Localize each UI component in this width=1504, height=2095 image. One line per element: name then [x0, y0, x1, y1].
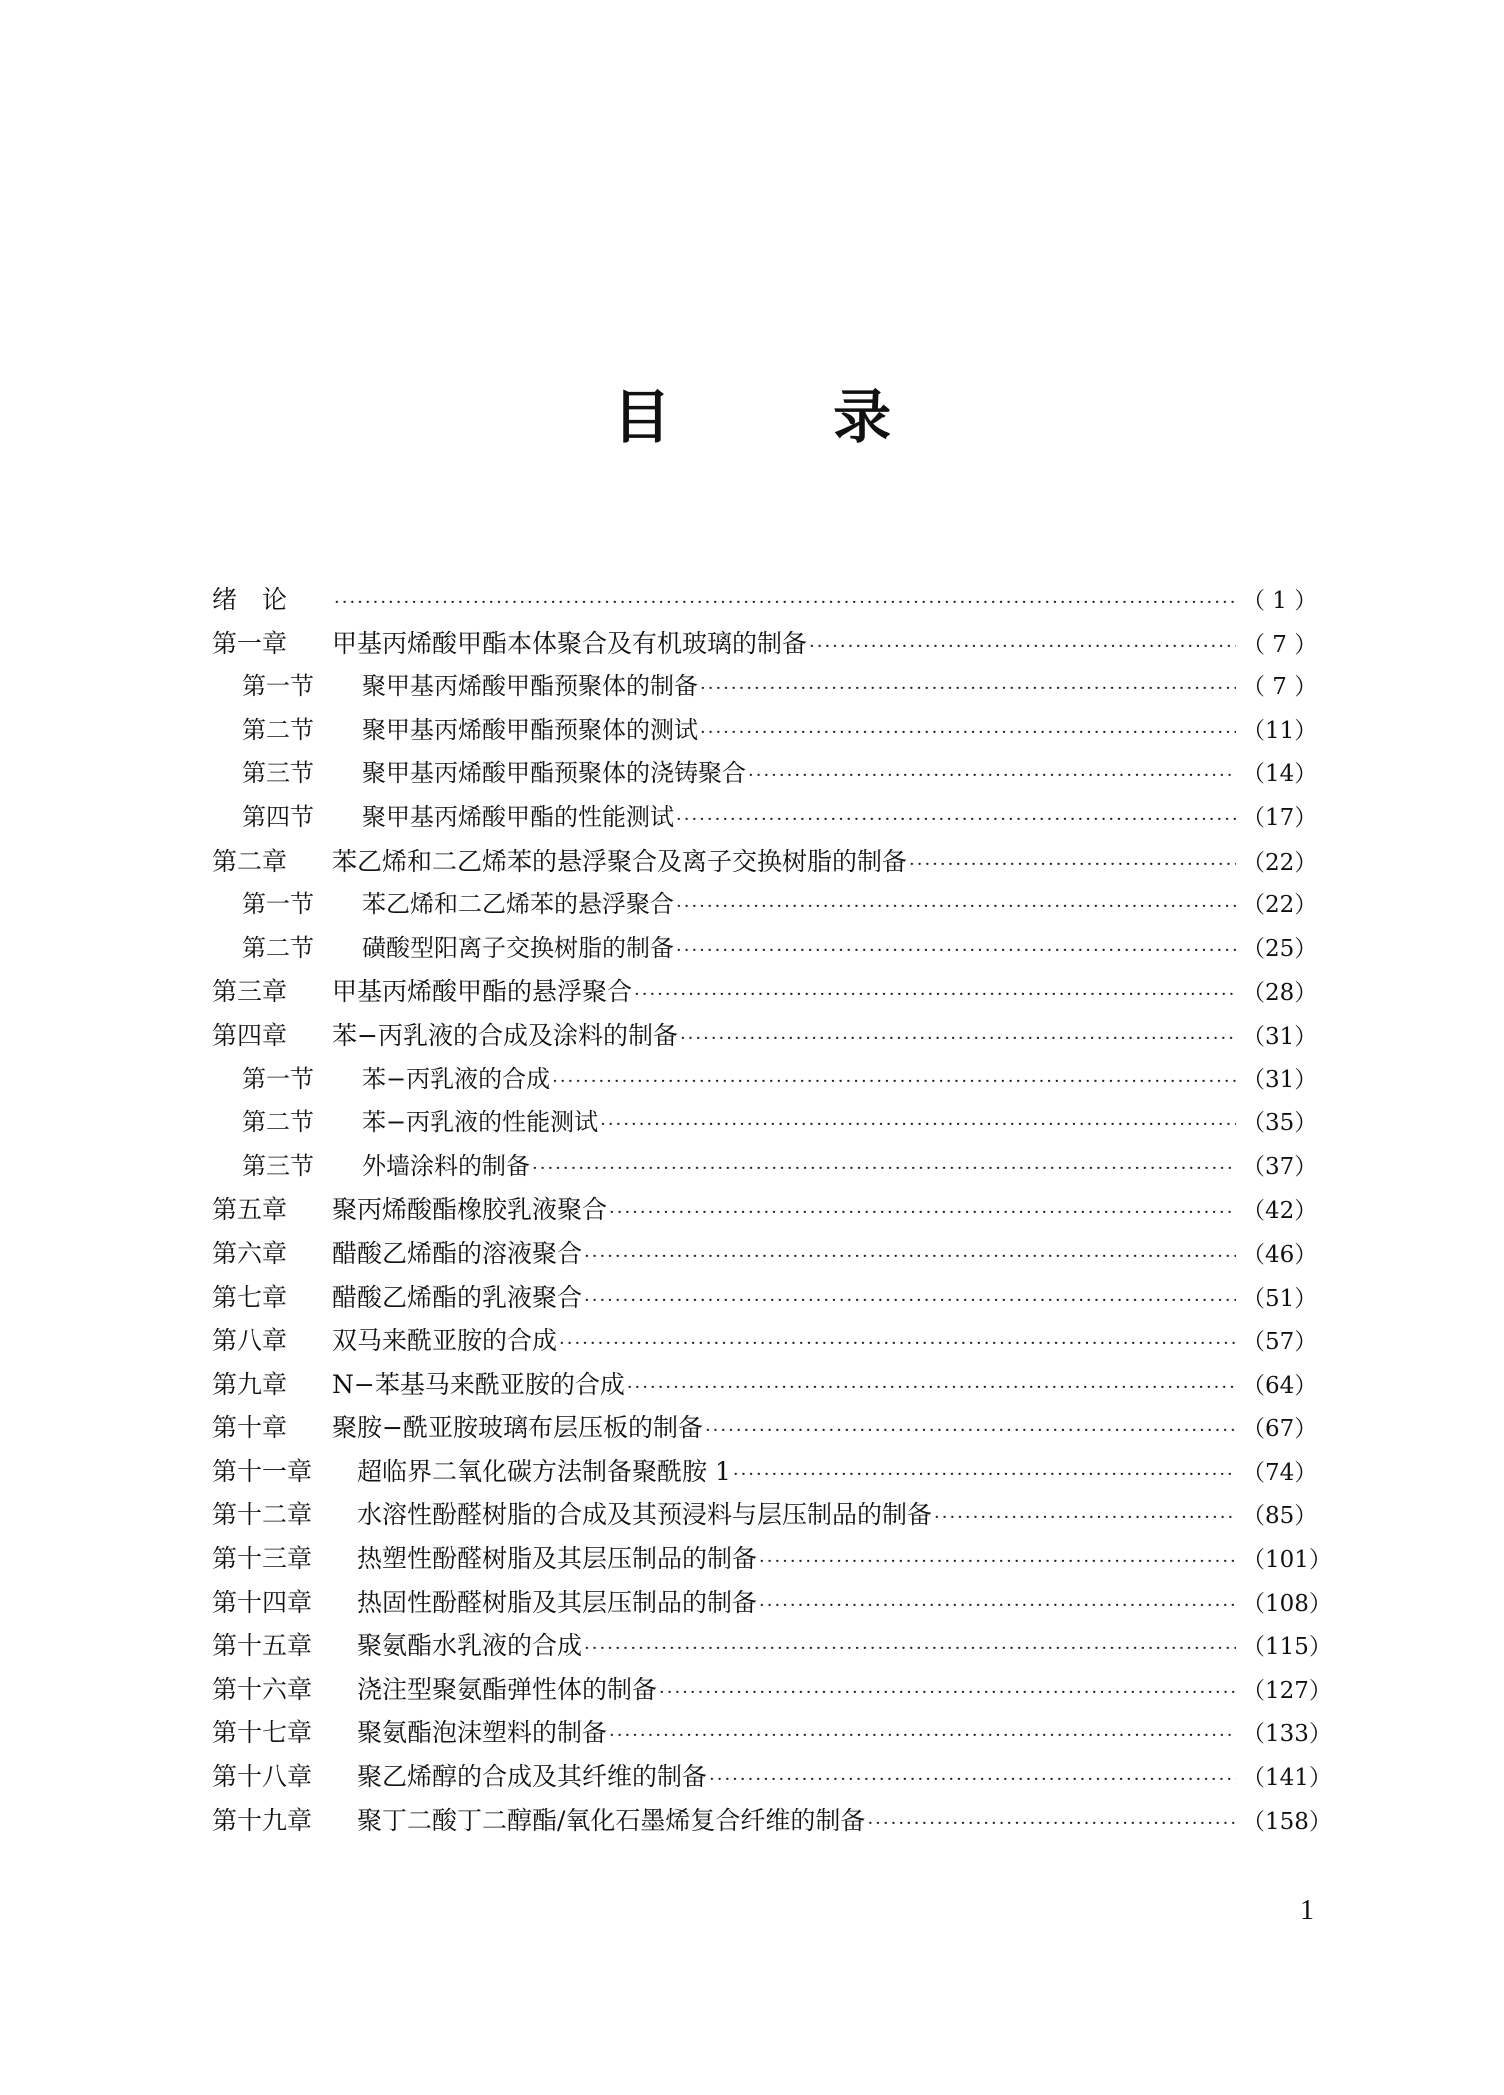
toc-chapter-row[interactable]: [212, 622, 1316, 666]
toc-chapter-row[interactable]: [212, 1319, 1316, 1363]
toc-entry-title: 水溶性酚醛树脂的合成及其预浸料与层压制品的制备: [357, 1500, 933, 1530]
toc-entry-page: （127）: [1242, 1677, 1332, 1704]
toc-entry-label: 第三节: [242, 759, 314, 788]
toc-entry-label: 第十七章: [212, 1718, 313, 1748]
toc-entry-title: 聚胺−酰亚胺玻璃布层压板的制备: [332, 1413, 703, 1443]
toc-entry-label: 第一节: [242, 890, 314, 919]
toc-entry-label: 第四章: [212, 1020, 288, 1050]
toc-chapter-row[interactable]: [212, 1624, 1332, 1668]
toc-leader-dots: [934, 1496, 1236, 1540]
toc-leader-dots: [659, 1671, 1236, 1715]
toc-chapter-row[interactable]: [212, 1537, 1332, 1581]
toc-entry-page: （28）: [1242, 980, 1318, 1007]
toc-entry-title: 聚丁二酸丁二醇酯/氧化石墨烯复合纤维的制备: [357, 1805, 866, 1835]
toc-entry-page: （ 7 ）: [1242, 631, 1318, 658]
toc-entry-label: 第十章: [212, 1413, 288, 1443]
toc-entry-title: 聚丙烯酸酯橡胶乳液聚合: [332, 1195, 608, 1225]
toc-entry-label: 第一节: [242, 672, 314, 701]
toc-entry-title: 聚乙烯醇的合成及其纤维的制备: [357, 1762, 708, 1792]
toc-leader-dots: [600, 1103, 1236, 1147]
toc-chapter-row[interactable]: [212, 1711, 1332, 1755]
toc-chapter-row[interactable]: [212, 1668, 1332, 1712]
toc-entry-page: （108）: [1242, 1590, 1332, 1617]
toc-entry-page: （35）: [1242, 1110, 1318, 1137]
toc-entry-page: （14）: [1242, 761, 1318, 788]
toc-entry-label: 第二节: [242, 933, 314, 962]
toc-leader-dots: [700, 667, 1236, 711]
toc-entry-label: 第十五章: [212, 1631, 313, 1661]
toc-entry-page: （64）: [1242, 1372, 1318, 1399]
toc-entry-page: （17）: [1242, 804, 1318, 831]
toc-leader-dots: [676, 929, 1236, 973]
page-number: 1: [1300, 1895, 1314, 1926]
toc-entry-label: 第十二章: [212, 1500, 313, 1530]
toc-entry-title: 聚甲基丙烯酸甲酯预聚体的制备: [362, 672, 698, 701]
toc-leader-dots: [809, 625, 1236, 669]
toc-entry-page: （25）: [1242, 935, 1318, 962]
toc-section-row[interactable]: [212, 752, 1316, 796]
toc-leader-dots: [532, 1147, 1236, 1191]
toc-leader-dots: [609, 1714, 1236, 1758]
toc-entry-label: 第一节: [242, 1064, 314, 1093]
toc-chapter-row[interactable]: [212, 1406, 1316, 1450]
toc-chapter-row[interactable]: [212, 840, 1316, 884]
toc-section-row[interactable]: [212, 883, 1316, 927]
toc-entry-label: 第二节: [242, 1108, 314, 1137]
toc-chapter-row[interactable]: [212, 1232, 1316, 1276]
toc-entry-label: 第七章: [212, 1282, 288, 1312]
toc-entry-page: （57）: [1242, 1329, 1318, 1356]
toc-leader-dots: [559, 1322, 1236, 1366]
toc-entry-title: 醋酸乙烯酯的乳液聚合: [332, 1282, 583, 1312]
toc-entry-label: 第三节: [242, 1151, 314, 1180]
toc-entry-page: （133）: [1242, 1721, 1332, 1748]
toc-leader-dots: [634, 973, 1236, 1017]
toc-entry-label: 第二节: [242, 715, 314, 744]
toc-entry-title: 热固性酚醛树脂及其层压制品的制备: [357, 1587, 758, 1617]
toc-entry-page: （22）: [1242, 892, 1318, 919]
toc-entry-label: 第六章: [212, 1238, 288, 1268]
toc-chapter-row[interactable]: [212, 1493, 1316, 1537]
toc-entry-label: 第十四章: [212, 1587, 313, 1617]
toc-leader-dots: [709, 1758, 1236, 1802]
toc-entry-page: （22）: [1242, 849, 1318, 876]
toc-leader-dots: [680, 1017, 1236, 1061]
toc-section-row[interactable]: [212, 1101, 1316, 1145]
toc-entry-page: （51）: [1242, 1285, 1318, 1312]
toc-entry-label: 绪 论: [212, 585, 288, 614]
toc-entry-title: 浇注型聚氨酯弹性体的制备: [357, 1674, 658, 1704]
toc-leader-dots: [705, 1409, 1236, 1453]
toc-section-row[interactable]: [212, 709, 1316, 753]
toc-entry-label: 第十三章: [212, 1544, 313, 1574]
toc-entry-page: （46）: [1242, 1241, 1318, 1268]
toc-entry-page: （74）: [1242, 1459, 1318, 1486]
toc-section-row[interactable]: [212, 1145, 1316, 1189]
toc-leader-dots: [552, 1060, 1236, 1104]
toc-chapter-row[interactable]: [212, 1014, 1316, 1058]
toc-entry-page: （37）: [1242, 1153, 1318, 1180]
toc-entry-title: 聚甲基丙烯酸甲酯预聚体的测试: [362, 715, 698, 744]
toc-section-row[interactable]: [212, 665, 1316, 709]
toc-chapter-row[interactable]: [212, 1363, 1316, 1407]
toc-chapter-row[interactable]: [212, 970, 1316, 1014]
toc-leader-dots: [759, 1540, 1236, 1584]
toc-entry-label: 第十八章: [212, 1762, 313, 1792]
toc-leader-dots: [584, 1235, 1236, 1279]
toc-entry-title: 超临界二氧化碳方法制备聚酰胺 1: [357, 1456, 731, 1486]
toc-entry-title: 苯−丙乳液的合成及涂料的制备: [332, 1020, 678, 1050]
toc-entry-page: （42）: [1242, 1198, 1318, 1225]
toc-entry-page: （31）: [1242, 1023, 1318, 1050]
page-title: 目 录: [612, 383, 944, 451]
toc-leader-dots: [676, 798, 1236, 842]
toc-leader-dots: [609, 1191, 1236, 1235]
toc-leader-dots: [700, 711, 1236, 755]
toc-entry-label: 第十一章: [212, 1456, 313, 1486]
toc-entry-label: 第三章: [212, 977, 288, 1007]
toc-entry-title: 甲基丙烯酸甲酯本体聚合及有机玻璃的制备: [332, 628, 808, 658]
toc-entry-page: （141）: [1242, 1765, 1332, 1792]
toc-chapter-row[interactable]: [212, 1276, 1316, 1320]
toc-entry-label: 第四节: [242, 802, 314, 831]
toc-entry-label: 第八章: [212, 1326, 288, 1356]
toc-chapter-row[interactable]: [212, 578, 1316, 622]
toc-entry-page: （158）: [1242, 1808, 1332, 1835]
toc-entry-page: （115）: [1242, 1634, 1332, 1661]
toc-leader-dots: [759, 1584, 1236, 1628]
toc-leader-dots: [334, 581, 1236, 625]
toc-entry-title: 苯乙烯和二乙烯苯的悬浮聚合: [362, 890, 674, 919]
toc-entry-label: 第九章: [212, 1369, 288, 1399]
toc-chapter-row[interactable]: [212, 1581, 1332, 1625]
toc-entry-label: 第二章: [212, 846, 288, 876]
toc-section-row[interactable]: [212, 1058, 1316, 1102]
toc-entry-page: （11）: [1242, 717, 1318, 744]
toc-entry-page: （ 7 ）: [1242, 674, 1318, 701]
toc-entry-title: 聚氨酯水乳液的合成: [357, 1631, 583, 1661]
toc-leader-dots: [909, 843, 1236, 887]
toc-leader-dots: [676, 885, 1236, 929]
toc-leader-dots: [867, 1802, 1236, 1846]
toc-entry-page: （31）: [1242, 1066, 1318, 1093]
toc-leader-dots: [584, 1627, 1236, 1671]
toc-entry-page: （67）: [1242, 1416, 1318, 1443]
toc-entry-title: 聚氨酯泡沫塑料的制备: [357, 1718, 608, 1748]
toc-entry-title: 磺酸型阳离子交换树脂的制备: [362, 933, 674, 962]
toc-section-row[interactable]: [212, 927, 1316, 971]
toc-entry-page: （ 1 ）: [1242, 588, 1318, 614]
toc-entry-title: 聚甲基丙烯酸甲酯预聚体的浇铸聚合: [362, 759, 746, 788]
toc-entry-title: 苯乙烯和二乙烯苯的悬浮聚合及离子交换树脂的制备: [332, 846, 908, 876]
toc-entry-title: 外墙涂料的制备: [362, 1151, 530, 1180]
toc-leader-dots: [748, 754, 1236, 798]
toc-entry-page: （85）: [1242, 1503, 1318, 1530]
toc-leader-dots: [584, 1279, 1236, 1323]
toc-entry-title: 醋酸乙烯酯的溶液聚合: [332, 1238, 583, 1268]
toc-chapter-row[interactable]: [212, 1755, 1332, 1799]
toc-entry-title: 苯−丙乳液的性能测试: [362, 1108, 599, 1137]
toc-section-row[interactable]: [212, 796, 1316, 840]
toc-entry-title: 热塑性酚醛树脂及其层压制品的制备: [357, 1544, 758, 1574]
toc-entry-title: 双马来酰亚胺的合成: [332, 1326, 558, 1356]
toc-chapter-row[interactable]: [212, 1450, 1316, 1494]
toc-entry-title: 聚甲基丙烯酸甲酯的性能测试: [362, 802, 674, 831]
toc-entry-title: 甲基丙烯酸甲酯的悬浮聚合: [332, 977, 633, 1007]
toc-leader-dots: [627, 1366, 1236, 1410]
toc-entry-label: 第十九章: [212, 1805, 313, 1835]
toc-leader-dots: [733, 1453, 1236, 1497]
toc-entry-title: N−苯基马来酰亚胺的合成: [332, 1369, 625, 1399]
toc-chapter-row[interactable]: [212, 1799, 1332, 1843]
toc-chapter-row[interactable]: [212, 1188, 1316, 1232]
toc-entry-label: 第五章: [212, 1195, 288, 1225]
toc-entry-page: （101）: [1242, 1547, 1332, 1574]
toc-entry-title: 苯−丙乳液的合成: [362, 1064, 551, 1093]
table-of-contents: [212, 578, 1332, 1842]
toc-entry-label: 第十六章: [212, 1674, 313, 1704]
toc-entry-label: 第一章: [212, 628, 288, 658]
